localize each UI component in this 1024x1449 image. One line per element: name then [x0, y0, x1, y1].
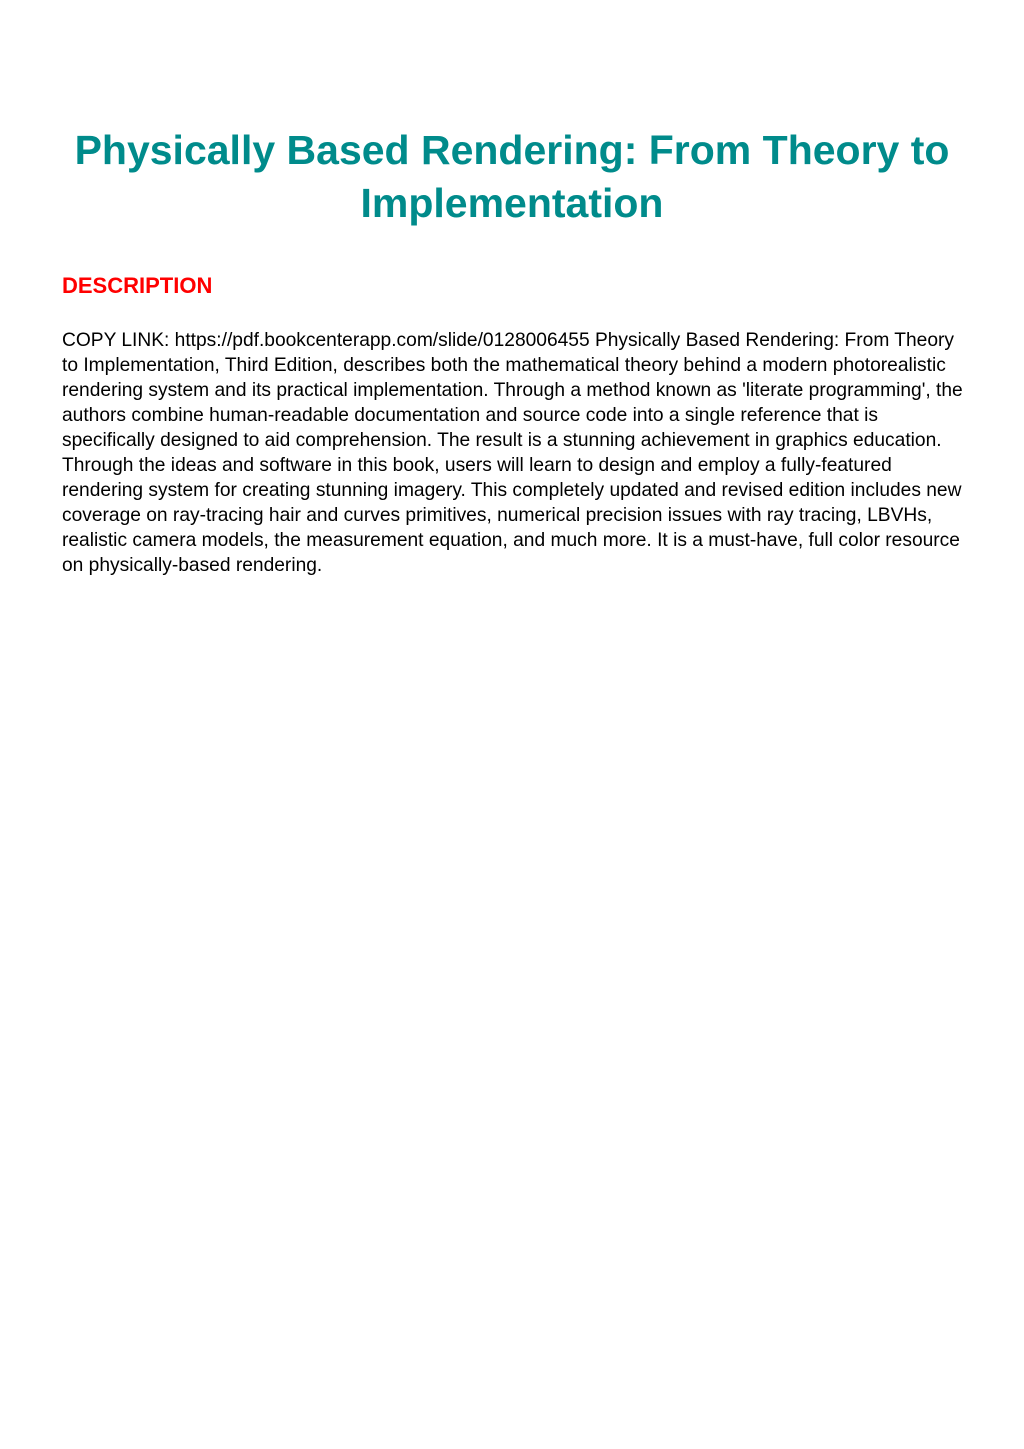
description-heading: DESCRIPTION [62, 273, 213, 298]
document-title: Physically Based Rendering: From Theory to Implementation [74, 127, 950, 226]
description-text: COPY LINK: https://pdf.bookcenterapp.com/slide/0128006455 Physically Based Rendering: From Theory to Implementation, Third Edition, describes both the mathematical theory behind a modern photorealistic rendering system and its practical implementation. Through a method known as 'literate programming', the authors combine human-readable documentation and source code into a single reference that is specifically designed to aid comprehension. The result is a stunning achievement in graphics education. Through the ideas and software in this book, users will learn to design and employ a fully-featured rendering system for creating stunning imagery. This completely updated and revised edition includes new coverage on ray-tracing hair and curves primitives, numerical precision issues with ray tracing, LBVHs, realistic camera models, the measurement equation, and much more. It is a must-have, full color resource on physically-based rendering. [62, 330, 963, 576]
